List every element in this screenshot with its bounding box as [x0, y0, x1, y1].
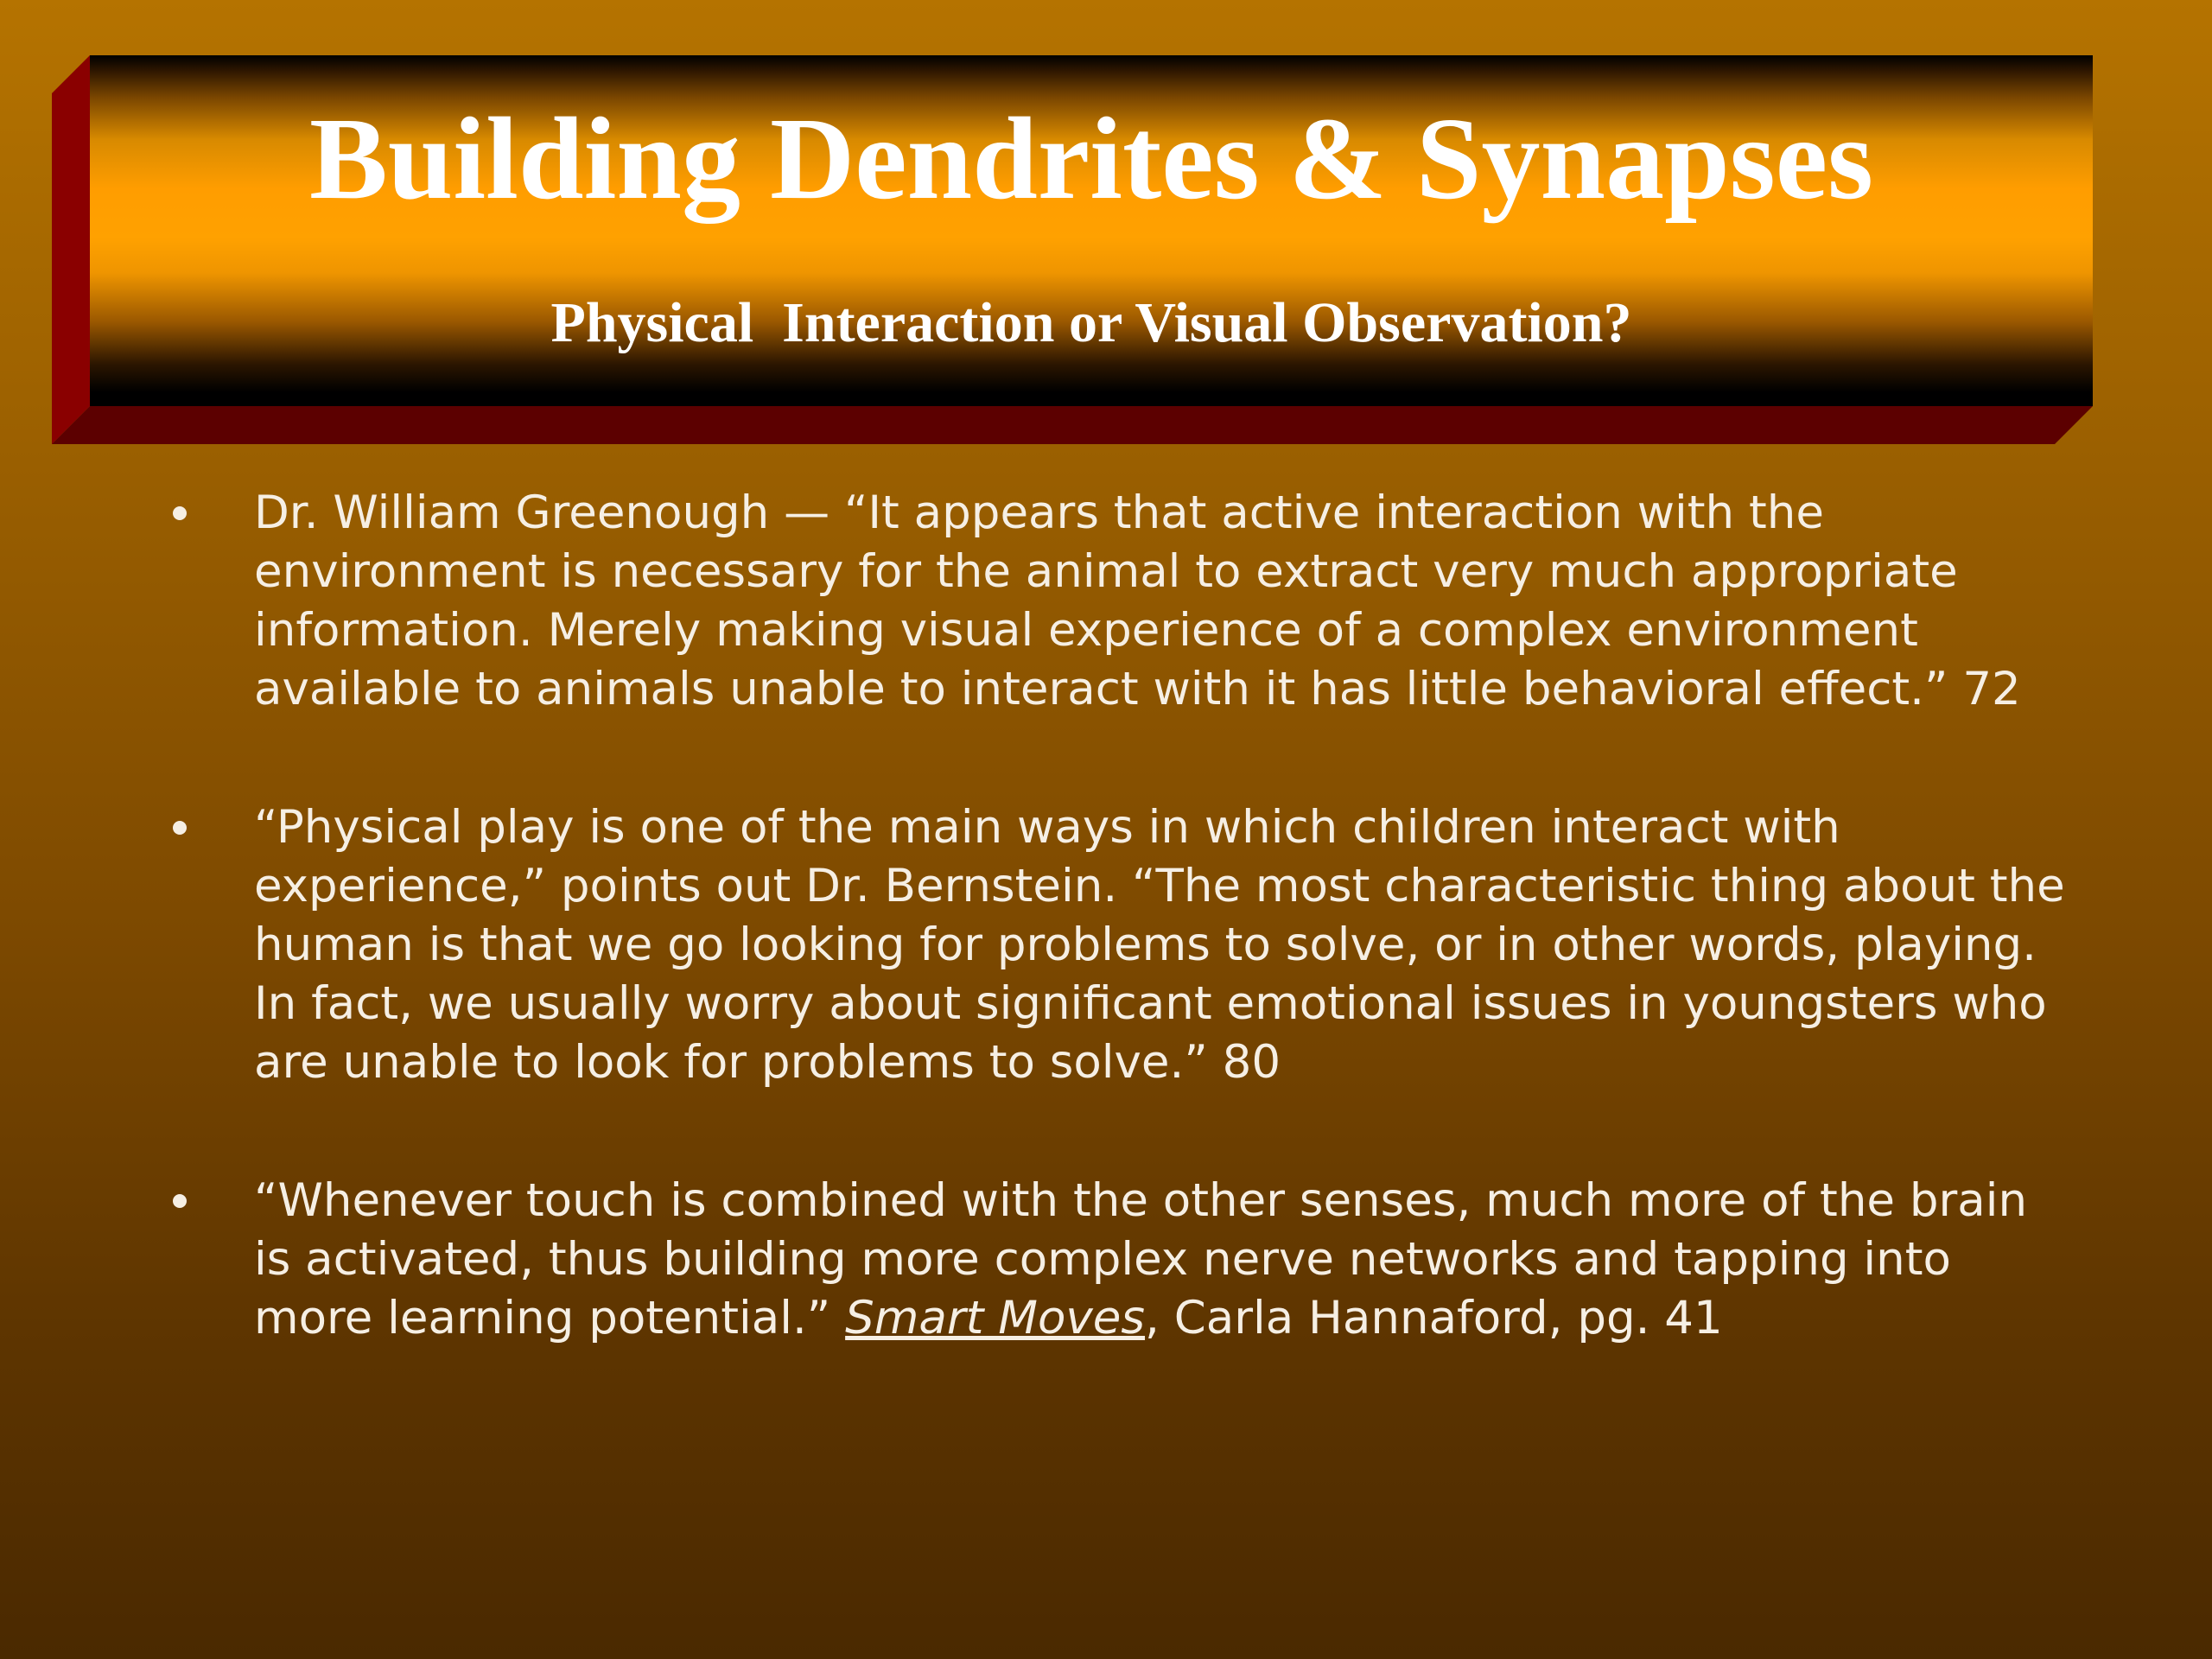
source-citation: , Carla Hannaford, pg. 41: [1145, 1292, 1723, 1344]
title-banner: [52, 55, 2093, 444]
bullet-marker-icon: [173, 821, 187, 835]
banner-face: [90, 55, 2093, 406]
bullet-item-greenough: [164, 484, 2074, 719]
source-title: Smart Moves: [845, 1292, 1146, 1344]
bullet-marker-icon: [173, 506, 187, 520]
slide-title: Building Dendrites & Synapses: [309, 94, 1873, 224]
bullet-text: “Whenever touch is combined with the other senses, much more of the brain is activated, thus building more complex nerve networks and tapping into more learning potential.”: [254, 1174, 2028, 1344]
bullet-text: “Physical play is one of the main ways in which children interact with experience,” points out Dr. Bernstein. “The most characteristic thing about the human is that we go looking for problems to solve, or in other words, playing. In fact, we usually worry about significant emotional issues in youngsters who are unable to look for problems to solve.” 80: [254, 801, 2065, 1089]
bullet-marker-icon: [173, 1194, 187, 1208]
slide-subtitle: Physical Interaction or Visual Observation?: [550, 291, 1632, 354]
bullet-text: Dr. William Greenough — “It appears that active interaction with the environment is necessary for the animal to extract very much appropriate information. Merely making visual experience of a complex environment available to animals unable to interact with it has little behavioral effect.” 72: [254, 486, 2021, 715]
bullet-item-bernstein: [164, 798, 2074, 1092]
bullet-item-hannaford: [164, 1172, 2074, 1348]
bullet-list: [164, 484, 2074, 1427]
